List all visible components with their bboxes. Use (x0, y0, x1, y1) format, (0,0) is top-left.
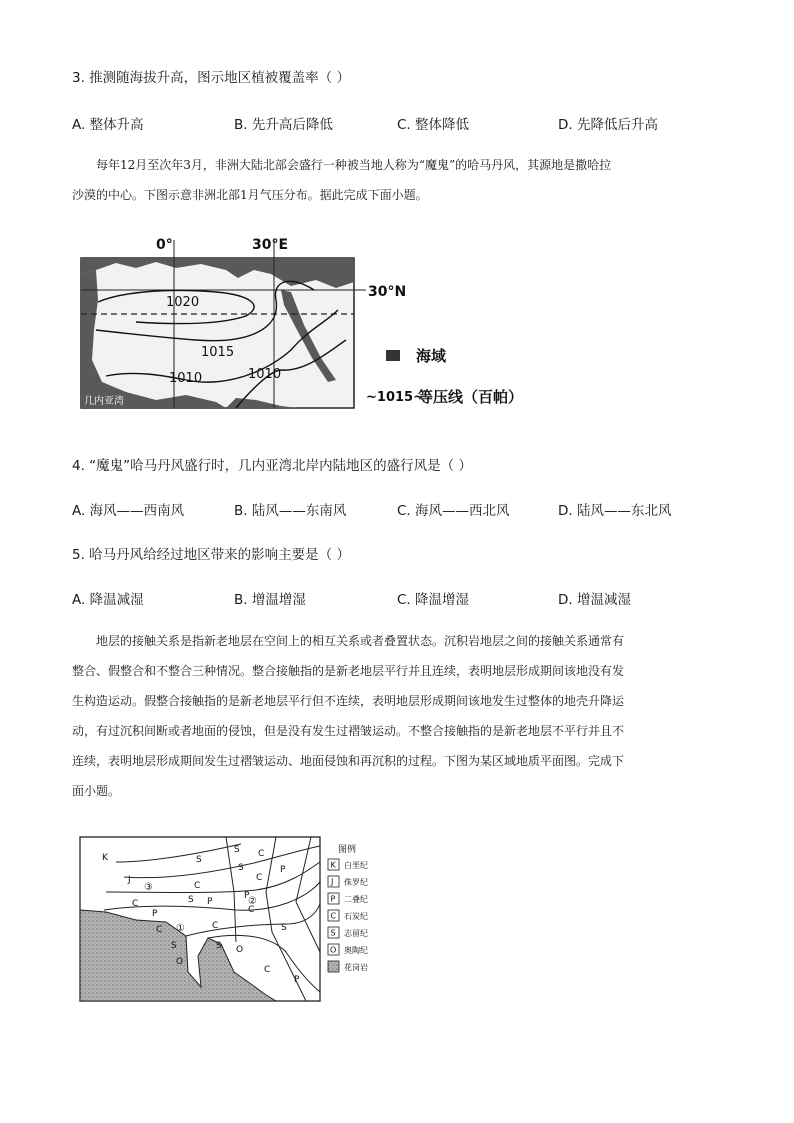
q3-option-b: B. 先升高后降低 (234, 117, 333, 133)
legend-code-p: P (330, 894, 336, 904)
legend-sea-label: 海域 (416, 347, 447, 365)
geology-legend-title: 图例 (338, 845, 357, 855)
area-label: C (248, 905, 255, 915)
intro2-paragraph (72, 626, 722, 806)
legend-swatch-granite (328, 961, 339, 972)
area-label: C (132, 899, 139, 909)
legend-code-j: J (331, 877, 334, 887)
area-label: C (194, 881, 201, 891)
q4-option-c: C. 海风——西北风 (397, 503, 510, 519)
q5-option-c: C. 降温增湿 (397, 592, 470, 608)
intro1-paragraph (72, 150, 722, 210)
area-label: C (212, 921, 219, 931)
q5-option-d: D. 增温减湿 (558, 592, 631, 608)
legend-name-j: 侏罗纪 (344, 878, 368, 887)
area-label: P (244, 891, 250, 901)
q4-option-b: B. 陆风——东南风 (234, 503, 347, 519)
legend-code-k: K (330, 860, 336, 870)
isobar-label-1010-west: 1010 (169, 371, 203, 386)
legend-code-s: S (330, 928, 336, 938)
lon-label-30e: 30°E (252, 237, 289, 253)
area-label: C (264, 965, 271, 975)
area-label: S (171, 941, 177, 951)
legend-isobar-label: 等压线（百帕） (418, 388, 524, 406)
q5-stem: 5. 哈马丹风给经过地区带来的影响主要是（ ） (72, 547, 350, 563)
area-label: J (128, 875, 131, 885)
legend-name-granite: 花岗岩 (344, 963, 368, 972)
q4-option-a: A. 海风——西南风 (72, 503, 185, 519)
intro2-line-4: 动，有过沉积间断或者地面的侵蚀，但是没有发生过褶皱运动。不整合接触指的是新老地层不平行并且不 (72, 724, 625, 738)
area-label: P (152, 909, 158, 919)
legend-code-o: O (330, 945, 337, 955)
q3-option-c: C. 整体降低 (397, 117, 470, 133)
q5-option-a: A. 降温减湿 (72, 592, 144, 608)
intro1-line-1: 每年12月至次年3月，非洲大陆北部会盛行一种被当地人称为“魔鬼”的哈马丹风，其源地是撒哈拉 (96, 158, 612, 172)
intro2-line-2: 整合、假整合和不整合三种情况。整合接触指的是新老地层平行并且连续，表明地层形成期间该地没有发 (72, 664, 625, 678)
q4-option-d: D. 陆风——东北风 (558, 503, 672, 519)
area-label: C (258, 849, 265, 859)
gulf-label: 几内亚湾 (84, 396, 124, 407)
area-label: S (234, 845, 240, 855)
area-label: O (236, 945, 244, 955)
legend-name-s: 志留纪 (344, 929, 368, 938)
area-label: C (156, 925, 163, 935)
isobar-label-1015: 1015 (201, 345, 235, 360)
q5-option-b: B. 增温增湿 (234, 592, 306, 608)
lon-label-0: 0° (156, 237, 173, 253)
area-label: C (256, 873, 263, 883)
legend-isobar-sample: ~1015~ (366, 390, 424, 405)
q3-option-d: D. 先降低后升高 (558, 117, 658, 133)
intro2-line-3: 生构造运动。假整合接触指的是新老地层平行但不连续，表明地层形成期间该地发生过整体的地壳升降运 (72, 694, 625, 708)
area-label: P (207, 897, 213, 907)
area-label: K (102, 853, 108, 863)
area-label: S (281, 923, 287, 933)
q3-option-a: A. 整体升高 (72, 117, 144, 133)
lat-label-30n: 30°N (368, 284, 407, 300)
intro2-line-1: 地层的接触关系是指新老地层在空间上的相互关系或者叠置状态。沉积岩地层之间的接触关系通常有 (96, 634, 625, 648)
intro2-line-6: 面小题。 (72, 784, 121, 798)
legend-sea-swatch (386, 350, 400, 361)
area-label: S (238, 863, 244, 873)
legend-name-p: 二叠纪 (344, 895, 368, 904)
area-label: P (294, 975, 300, 985)
geology-map (76, 832, 382, 1007)
legend-name-k: 白垩纪 (344, 861, 368, 870)
q4-stem: 4. “魔鬼”哈马丹风盛行时，几内亚湾北岸内陆地区的盛行风是（ ） (72, 458, 472, 474)
point-label-3: ③ (144, 882, 153, 893)
intro2-line-5: 连续，表明地层形成期间发生过褶皱运动、地面侵蚀和再沉积的过程。下图为某区域地质平面图。完成下 (72, 754, 625, 768)
area-label: P (280, 865, 286, 875)
area-label: S (188, 895, 194, 905)
area-label: S (216, 941, 222, 951)
legend-code-c: C (330, 911, 337, 921)
legend-name-c: 石炭纪 (344, 912, 368, 921)
intro1-line-2: 沙漠的中心。下图示意非洲北部1月气压分布。据此完成下面小题。 (72, 188, 428, 202)
legend-name-o: 奥陶纪 (344, 946, 368, 955)
point-label-2: ② (248, 896, 257, 907)
area-label: O (176, 957, 184, 967)
q3-stem: 3. 推测随海拔升高，图示地区植被覆盖率（ ） (72, 70, 350, 86)
area-label: S (196, 855, 202, 865)
pressure-map (76, 230, 526, 415)
isobar-label-1020: 1020 (166, 295, 200, 310)
point-label-1: ① (176, 923, 185, 934)
isobar-label-1010-east: 1010 (248, 367, 282, 382)
